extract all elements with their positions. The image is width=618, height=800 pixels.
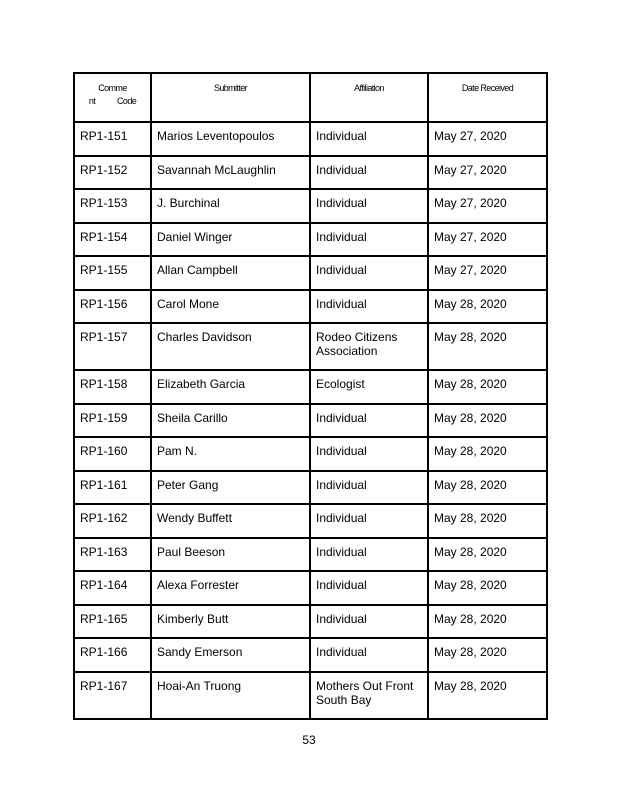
column-header-affiliation: Affiliation <box>310 73 428 122</box>
comment-code-cell <box>74 156 151 190</box>
date-received-cell-text: May 28, 2020 <box>434 611 507 626</box>
comment-code-cell <box>74 638 151 672</box>
affiliation-cell-text: Individual <box>316 229 367 244</box>
date-received-cell <box>428 672 547 719</box>
table-header-row <box>74 73 547 122</box>
submitter-cell-text: J. Burchinal <box>157 196 220 210</box>
table-row <box>74 605 547 639</box>
date-received-cell-text: May 28, 2020 <box>434 377 507 391</box>
submitter-cell-text: Paul Beeson <box>157 544 226 559</box>
date-received-cell-text: May 28, 2020 <box>434 330 507 344</box>
comment-code-cell <box>74 437 151 471</box>
affiliation-cell <box>310 223 428 257</box>
affiliation-cell <box>310 189 428 223</box>
submitter-cell <box>151 370 310 404</box>
comment-code-cell <box>74 471 151 505</box>
affiliation-cell-text: Individual <box>316 544 367 559</box>
submitter-cell <box>151 256 310 290</box>
comment-code-cell <box>74 189 151 223</box>
affiliation-cell-text: Individual <box>316 196 367 210</box>
submitter-cell <box>151 404 310 438</box>
submitter-cell-text: Kimberly Butt <box>157 611 229 626</box>
date-received-cell-text: May 28, 2020 <box>434 578 507 592</box>
comment-code-cell-text: RP1-152 <box>80 162 128 177</box>
submitter-cell-text: Marios Leventopoulos <box>157 129 275 143</box>
table-row <box>74 256 547 290</box>
affiliation-cell <box>310 256 428 290</box>
date-received-cell <box>428 538 547 572</box>
table-row <box>74 223 547 257</box>
comment-code-cell <box>74 538 151 572</box>
comment-code-cell <box>74 290 151 324</box>
comment-code-cell-text: RP1-160 <box>80 444 128 458</box>
submitter-cell-text: Savannah McLaughlin <box>157 162 276 177</box>
submitter-cell <box>151 323 310 370</box>
date-received-cell-text: May 28, 2020 <box>434 410 507 425</box>
comment-code-cell <box>74 672 151 719</box>
table-row <box>74 571 547 605</box>
affiliation-cell-text: Rodeo Citizens Association <box>316 330 398 358</box>
comment-code-cell-text: RP1-158 <box>80 377 128 391</box>
date-received-cell <box>428 471 547 505</box>
table-row <box>74 504 547 538</box>
date-received-cell-text: May 28, 2020 <box>434 511 507 525</box>
comment-code-cell <box>74 370 151 404</box>
submitter-cell <box>151 504 310 538</box>
date-received-cell <box>428 323 547 370</box>
date-received-cell <box>428 223 547 257</box>
comment-code-cell <box>74 404 151 438</box>
submitter-cell-text: Sheila Carillo <box>157 410 228 425</box>
submitter-cell <box>151 223 310 257</box>
date-received-cell-text: May 27, 2020 <box>434 196 507 210</box>
affiliation-cell <box>310 605 428 639</box>
comment-code-cell-text: RP1-165 <box>80 611 128 626</box>
affiliation-cell-text: Individual <box>316 578 367 592</box>
submitter-cell <box>151 538 310 572</box>
comment-code-cell-text: RP1-164 <box>80 578 128 592</box>
submitter-cell-text: Alexa Forrester <box>157 578 240 592</box>
affiliation-cell <box>310 370 428 404</box>
affiliation-cell <box>310 538 428 572</box>
date-received-cell <box>428 156 547 190</box>
date-received-cell <box>428 437 547 471</box>
affiliation-cell <box>310 638 428 672</box>
comment-code-cell-text: RP1-166 <box>80 645 128 659</box>
submitter-cell <box>151 156 310 190</box>
submitter-cell-text: Carol Mone <box>157 296 220 311</box>
submitter-cell-text: Wendy Buffett <box>157 511 232 525</box>
table-row <box>74 189 547 223</box>
affiliation-cell-text: Individual <box>316 263 367 277</box>
date-received-cell-text: May 28, 2020 <box>434 678 507 693</box>
affiliation-cell-text: Individual <box>316 129 367 143</box>
date-received-cell <box>428 571 547 605</box>
affiliation-cell <box>310 290 428 324</box>
comment-code-cell-text: RP1-161 <box>80 477 128 492</box>
affiliation-cell <box>310 437 428 471</box>
table-row <box>74 638 547 672</box>
date-received-cell <box>428 638 547 672</box>
affiliation-cell-text: Mothers Out Front South Bay <box>316 678 414 707</box>
date-received-cell <box>428 504 547 538</box>
submitter-cell <box>151 638 310 672</box>
submitter-cell-text: Charles Davidson <box>157 330 252 344</box>
affiliation-cell <box>310 323 428 370</box>
column-header-date-received: Date Received <box>428 73 547 122</box>
submitter-cell-text: Pam N. <box>157 444 198 458</box>
table-row <box>74 122 547 156</box>
comment-code-cell-text: RP1-162 <box>80 511 128 525</box>
comment-code-cell-text: RP1-163 <box>80 544 128 559</box>
submitter-cell-text: Daniel Winger <box>157 229 233 244</box>
affiliation-cell-text: Individual <box>316 477 367 492</box>
column-header-comment-code: Comme nt Code <box>74 73 151 122</box>
submitter-cell <box>151 672 310 719</box>
date-received-cell <box>428 370 547 404</box>
submitter-cell-text: Sandy Emerson <box>157 645 243 659</box>
comment-code-cell <box>74 605 151 639</box>
submitter-cell-text: Allan Campbell <box>157 263 238 277</box>
submitter-cell <box>151 571 310 605</box>
comment-code-cell-text: RP1-157 <box>80 330 128 344</box>
comment-code-cell-text: RP1-153 <box>80 196 128 210</box>
table-row <box>74 437 547 471</box>
date-received-cell <box>428 189 547 223</box>
table-row <box>74 471 547 505</box>
date-received-cell <box>428 256 547 290</box>
comment-code-cell-text: RP1-154 <box>80 229 128 244</box>
affiliation-cell <box>310 571 428 605</box>
affiliation-cell <box>310 672 428 719</box>
affiliation-cell-text: Individual <box>316 410 367 425</box>
comment-code-cell-text: RP1-151 <box>80 129 128 143</box>
table-row <box>74 370 547 404</box>
date-received-cell-text: May 27, 2020 <box>434 129 507 143</box>
affiliation-cell <box>310 504 428 538</box>
table-row <box>74 538 547 572</box>
comment-code-cell <box>74 571 151 605</box>
date-received-cell-text: May 28, 2020 <box>434 645 507 659</box>
date-received-cell-text: May 27, 2020 <box>434 229 507 244</box>
affiliation-cell <box>310 471 428 505</box>
affiliation-cell-text: Individual <box>316 611 367 626</box>
comment-code-cell-text: RP1-156 <box>80 296 128 311</box>
submitter-cell <box>151 122 310 156</box>
date-received-cell <box>428 404 547 438</box>
submitter-cell <box>151 290 310 324</box>
date-received-cell-text: May 28, 2020 <box>434 444 507 458</box>
comment-code-cell <box>74 323 151 370</box>
comment-code-cell <box>74 256 151 290</box>
submitter-cell <box>151 605 310 639</box>
comments-table <box>73 72 548 720</box>
affiliation-cell-text: Individual <box>316 162 367 177</box>
affiliation-cell-text: Individual <box>316 444 367 458</box>
affiliation-cell-text: Individual <box>316 296 367 311</box>
table-row <box>74 404 547 438</box>
comment-code-cell <box>74 504 151 538</box>
date-received-cell <box>428 605 547 639</box>
submitter-cell-text: Hoai-An Truong <box>157 678 242 693</box>
table-row <box>74 290 547 324</box>
date-received-cell <box>428 122 547 156</box>
affiliation-cell <box>310 122 428 156</box>
comment-code-cell-text: RP1-155 <box>80 263 128 277</box>
table-row <box>74 156 547 190</box>
comment-code-cell-text: RP1-159 <box>80 410 128 425</box>
date-received-cell-text: May 27, 2020 <box>434 263 507 277</box>
comment-code-cell-text: RP1-167 <box>80 678 128 693</box>
table-row <box>74 323 547 370</box>
submitter-cell <box>151 437 310 471</box>
table-row <box>74 672 547 719</box>
submitter-cell <box>151 189 310 223</box>
submitter-cell-text: Peter Gang <box>157 477 219 492</box>
submitter-cell <box>151 471 310 505</box>
column-header-submitter: Submitter <box>151 73 310 122</box>
comment-code-cell <box>74 122 151 156</box>
date-received-cell-text: May 28, 2020 <box>434 477 507 492</box>
affiliation-cell <box>310 156 428 190</box>
date-received-cell-text: May 28, 2020 <box>434 296 507 311</box>
submitter-cell-text: Elizabeth Garcia <box>157 377 246 391</box>
affiliation-cell <box>310 404 428 438</box>
page-number: 53 <box>302 733 316 747</box>
date-received-cell <box>428 290 547 324</box>
affiliation-cell-text: Individual <box>316 511 367 525</box>
comment-code-cell <box>74 223 151 257</box>
affiliation-cell-text: Ecologist <box>316 377 365 391</box>
affiliation-cell-text: Individual <box>316 645 367 659</box>
date-received-cell-text: May 28, 2020 <box>434 544 507 559</box>
date-received-cell-text: May 27, 2020 <box>434 162 507 177</box>
